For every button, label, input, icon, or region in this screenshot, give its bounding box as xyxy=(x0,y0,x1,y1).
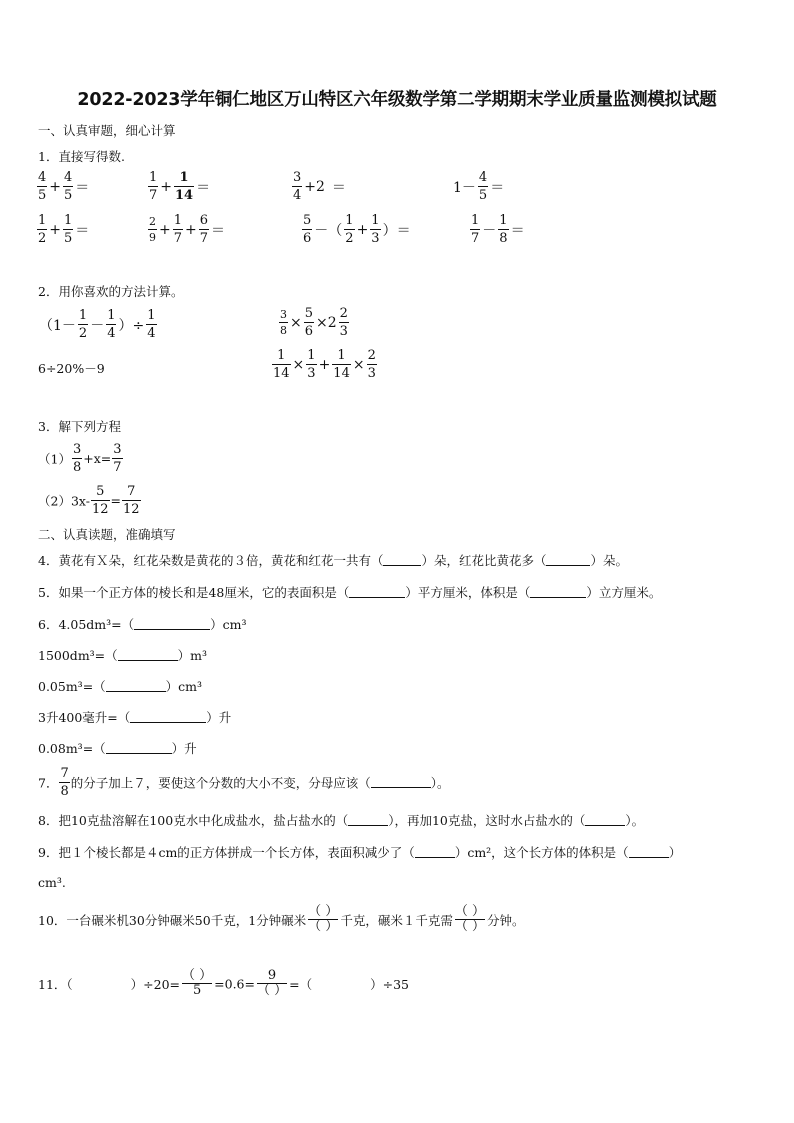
fraction: $\frac{4}{5}$ xyxy=(478,170,488,203)
fraction: $\frac{1}{14}$ xyxy=(333,348,350,381)
answer-fraction-blank[interactable]: $\frac{( )}{( )}$ xyxy=(454,904,485,935)
fraction: $\frac{1}{7}$ xyxy=(471,213,480,246)
question-9: 9．把１个棱长都是４cm的正方体拼成一个长方体，表面积减少了（ ）cm²，这个长方体的体积是（ ） xyxy=(38,845,682,860)
answer-fraction-blank[interactable]: $\frac{9}{( )}$ xyxy=(256,968,288,999)
q1-expr-8: $\frac{1}{7}$ － $\frac{1}{8}$ ＝ xyxy=(471,213,525,246)
fraction: $\frac{1}{4}$ xyxy=(107,308,116,341)
answer-fraction-blank[interactable]: $\frac{( )}{( )}$ xyxy=(308,904,339,935)
answer-blank[interactable] xyxy=(130,712,206,723)
fraction: $\frac{5}{6}$ xyxy=(304,306,314,339)
section-heading-2: 二、认真读题，准确填写 xyxy=(38,527,176,542)
answer-blank[interactable] xyxy=(348,815,388,826)
fraction: $\frac{1}{14}$ xyxy=(175,170,194,203)
fraction: $\frac{1}{4}$ xyxy=(147,308,156,341)
question-5: 5．如果一个正方体的棱长和是48厘米，它的表面积是（ ）平方厘米，体积是（ ）立方厘米。 xyxy=(38,585,662,600)
fraction: $\frac{3}{8}$ xyxy=(280,308,287,337)
fraction: $\frac{3}{7}$ xyxy=(113,442,122,475)
fraction: $\frac{1}{3}$ xyxy=(371,213,380,246)
fraction: $\frac{1}{7}$ xyxy=(173,213,183,246)
question-6-line-4: 3升400毫升=（ ）升 xyxy=(38,710,232,725)
fraction: $\frac{1}{8}$ xyxy=(499,213,508,246)
question-3-label: 3．解下列方程 xyxy=(38,419,121,434)
fraction: $\frac{5}{6}$ xyxy=(303,213,312,246)
q2-expr-3: 6÷20%－9 xyxy=(38,361,105,376)
question-6-line-1: 6．4.05dm³=（ ）cm³ xyxy=(38,617,247,632)
q1-expr-6: $\frac{2}{9}$ + $\frac{1}{7}$ + $\frac{6}{7}$ ＝ xyxy=(149,213,226,246)
question-6-line-2: 1500dm³=（ ）m³ xyxy=(38,648,208,663)
q1-expr-3: $\frac{3}{4}$ +2 ＝ xyxy=(293,170,346,203)
answer-blank[interactable] xyxy=(629,847,669,858)
fraction: $\frac{1}{3}$ xyxy=(307,348,316,381)
q1-expr-5: $\frac{1}{2}$ + $\frac{1}{5}$ ＝ xyxy=(38,213,90,246)
q1-expr-1: $\frac{4}{5}$ + $\frac{4}{5}$ ＝ xyxy=(38,170,90,203)
question-8: 8．把10克盐溶解在100克水中化成盐水，盐占盐水的（ ），再加10克盐，这时水占盐水的（ ）。 xyxy=(38,813,645,828)
q1-expr-7: $\frac{5}{6}$ －（ $\frac{1}{2}$ + $\frac{1}{3}$ ）＝ xyxy=(303,213,411,246)
fraction: $\frac{7}{8}$ xyxy=(60,766,69,799)
page-title: 2022-2023学年铜仁地区万山特区六年级数学第二学期期末学业质量监测模拟试题 xyxy=(77,90,717,110)
fraction: $\frac{1}{5}$ xyxy=(64,213,73,246)
answer-blank[interactable] xyxy=(415,847,455,858)
answer-blank[interactable] xyxy=(530,587,586,598)
fraction: $\frac{6}{7}$ xyxy=(199,213,209,246)
q2-expr-4: $\frac{1}{14}$ × $\frac{1}{3}$ + $\frac{1}{14}$ × $\frac{2}{3}$ xyxy=(273,348,376,381)
fraction: $\frac{3}{8}$ xyxy=(72,442,82,475)
question-9-unit: cm³. xyxy=(38,875,66,890)
q3-equation-2: （2）3x- $\frac{5}{12}$ = $\frac{7}{12}$ xyxy=(38,484,140,517)
q2-expr-2: $\frac{3}{8}$ × $\frac{5}{6}$ ×2 $\frac{2}{3}$ xyxy=(280,306,348,339)
answer-fraction-blank[interactable]: $\frac{( )}{5}$ xyxy=(182,968,213,999)
fraction: $\frac{5}{12}$ xyxy=(91,484,109,517)
answer-blank[interactable] xyxy=(106,681,166,692)
answer-blank[interactable] xyxy=(371,777,431,788)
question-2-label: 2．用你喜欢的方法计算。 xyxy=(38,284,184,299)
q2-expr-1: （1－ $\frac{1}{2}$ － $\frac{1}{4}$ ）÷ $\frac{1}{4}$ xyxy=(39,308,156,341)
fraction: $\frac{3}{4}$ xyxy=(293,170,302,203)
fraction: $\frac{2}{3}$ xyxy=(367,348,376,381)
answer-blank[interactable] xyxy=(349,587,405,598)
question-4: 4．黄花有Ｘ朵，红花朵数是黄花的３倍，黄花和红花一共有（ ）朵，红花比黄花多（ ）朵。 xyxy=(38,553,628,568)
fraction: $\frac{1}{7}$ xyxy=(149,170,158,203)
fraction: $\frac{7}{12}$ xyxy=(123,484,140,517)
fraction: $\frac{4}{5}$ xyxy=(38,170,47,203)
question-1-label: 1．直接写得数. xyxy=(38,149,125,164)
fraction: $\frac{1}{2}$ xyxy=(345,213,354,246)
answer-blank[interactable] xyxy=(118,650,178,661)
question-10: 10．一台碾米机30分钟碾米50千克，1分钟碾米 $\frac{( )}{( )}$ 千克，碾米１千克需 $\frac{( )}{( )}$ 分钟。 xyxy=(38,904,525,935)
fraction: $\frac{1}{14}$ xyxy=(273,348,290,381)
answer-blank[interactable] xyxy=(383,555,421,566)
section-heading-1: 一、认真审题，细心计算 xyxy=(38,123,176,138)
answer-blank[interactable] xyxy=(546,555,590,566)
answer-blank[interactable] xyxy=(134,619,210,630)
question-6-line-5: 0.08m³=（ ）升 xyxy=(38,741,197,756)
fraction: $\frac{2}{3}$ xyxy=(339,306,348,339)
fraction: $\frac{2}{9}$ xyxy=(149,215,156,244)
question-11: 11．（ ）÷20= $\frac{( )}{5}$ =0.6= $\frac{9}{( )}$ =（ ）÷35 xyxy=(38,968,409,999)
answer-blank[interactable] xyxy=(585,815,625,826)
fraction: $\frac{4}{5}$ xyxy=(64,170,73,203)
question-7: 7． $\frac{7}{8}$ 的分子加上７，要使这个分数的大小不变，分母应该（ ）。 xyxy=(38,766,450,799)
q1-expr-4: 1－ $\frac{4}{5}$ ＝ xyxy=(453,170,505,203)
question-6-line-3: 0.05m³=（ ）cm³ xyxy=(38,679,203,694)
q1-expr-2: $\frac{1}{7}$ + $\frac{1}{14}$ ＝ xyxy=(149,170,211,203)
answer-blank[interactable] xyxy=(106,743,172,754)
fraction: $\frac{1}{2}$ xyxy=(78,308,88,341)
q3-equation-1: （1） $\frac{3}{8}$ +x= $\frac{3}{7}$ xyxy=(38,442,122,475)
fraction: $\frac{1}{2}$ xyxy=(38,213,47,246)
